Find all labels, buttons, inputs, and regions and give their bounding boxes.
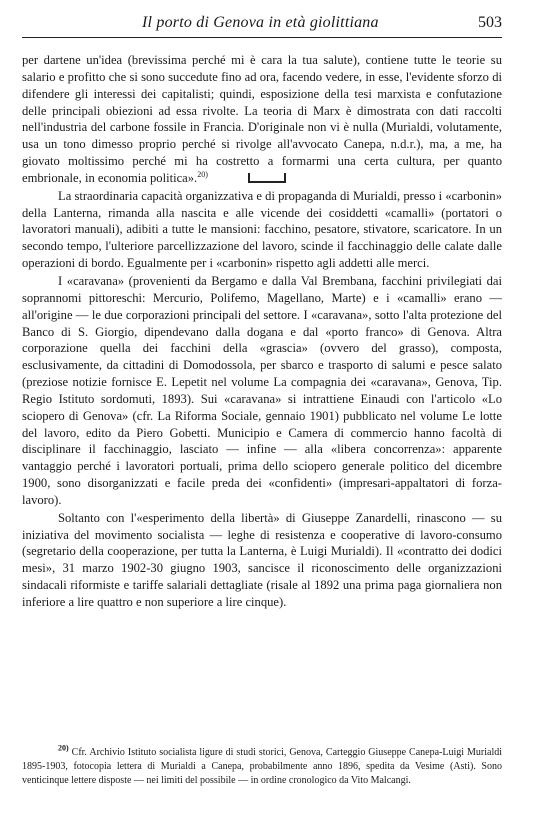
running-title: Il porto di Genova in età giolittiana — [142, 14, 379, 31]
paragraph-1 — [22, 52, 502, 187]
paragraph-3: I «caravana» (provenienti da Bergamo e dalla Val Brembana, facchini privilegiati dai soprannomi pittoreschi: Mercurio, Polifemo, Magellano, Marte) e i «camalli» erano — all'origine — le due corporazioni principali del settore. I «caravana», sotto l'alta protezione del Banco di S. Giorgio, dipendevano dalla dogana e dal «porto franco» di Genova. Altra corporazione quella dei facchini della «grascia» (ovvero del grasso), composta, esclusivamente, da cittadini di Domodossola, per sbarco e trasporto di salumi e pesce salato (preziose notizie fornisce E. Lepetit nel volume La compagnia dei «caravana», Genova, Tip. Regio Istituto sordomuti, 1893). Sui «caravana» si intrattiene Einaudi con l'articolo «Lo sciopero di Genova» (cfr. La Riforma Sociale, gennaio 1901) pubblicato nel volume Le lotte del lavoro, edito da Piero Gobetti. Municipio e Camera di commercio hanno facoltà di disciplinare il facchinaggio, lasciato — infine — alla «libera concorrenza»: apparente vantaggio perché i lavoratori portuali, prima dello sciopero generale politico del dicembre 1900, sono disorganizzati e facile preda dei «confidenti» (impresari-appaltatori di forza-lavoro). — [22, 273, 502, 507]
paragraph-1-text: per dartene un'idea (brevissima perché mi è cara la tua salute), contiene tutte le teorie su salario e profitto che si sono succedute fino ad ora, facendo vedere, in esse, l'evidente sforzo di difendere gli interessi dei capitalisti; quindi, esposizione della tesi marxista e confutazione delle principali obiezioni ad essa rivolte. La teoria di Marx è dimostrata con dati raccolti nell'industria del carbone fossile in Francia. D'originale non vi è nulla (Murialdi, volutamente, usa un tono dimesso proprio perché si rivolge all'avvocato Canepa, n.d.r.), ma, a me, ha giovato moltissimo perché mi ha costretto a formarmi una certa cultura, per quanto embrionale, in economia politica». — [22, 53, 502, 185]
footnote-reference: 20) — [197, 169, 208, 179]
footnote-marker: 20) — [58, 743, 69, 753]
paragraph-4: Soltanto con l'«esperimento della libertà» di Giuseppe Zanardelli, rinascono — su iniziativa del movimento socialista — leghe di resistenza e cooperative di lavoro-consumo (segretario della cooperazione, per tutta la Lanterna, è Luigi Murialdi). Il «contratto dei dodici mesi», 31 marzo 1902-30 giugno 1903, sancisce il riconoscimento delle organizzazioni sindacali riformiste e tariffe salariali dettagliate (risale al 1892 una prima paga giornaliera non inferiore a lire quattro e non superiore a lire cinque). — [22, 510, 502, 609]
printer-mark — [248, 173, 286, 183]
page-header — [22, 14, 502, 36]
body-text — [22, 52, 502, 611]
header-rule — [22, 37, 502, 38]
page-number: 503 — [478, 14, 502, 31]
paragraph-2: La straordinaria capacità organizzativa e di propaganda di Murialdi, presso i «carbonin» della Lanterna, rimanda alla nascita e alle vicende dei cosiddetti «camalli» (portatori o lavoratori manuali), adibiti a tutte le mansioni: facchino, pesatore, stivatore, scaricatore. In un secondo tempo, l'ulteriore parcellizzazione del lavoro, scinde il facchinaggio delle calate dalle operazioni di bordo. Egualmente per i «carbonin» rispetto agli addetti alle merci. — [22, 188, 502, 271]
footnote-text: Cfr. Archivio Istituto socialista ligure di studi storici, Genova, Carteggio Giuseppe Canepa-Luigi Murialdi 1895-1903, fotocopia lettera di Murialdi a Canepa, probabilmente anno 1896, spedita da Vesime (Asti). Sono venticinque lettere disposte — nei limiti del possibile — in ordine cronologico da Vito Malcangi. — [22, 747, 502, 787]
footnote — [22, 743, 502, 789]
